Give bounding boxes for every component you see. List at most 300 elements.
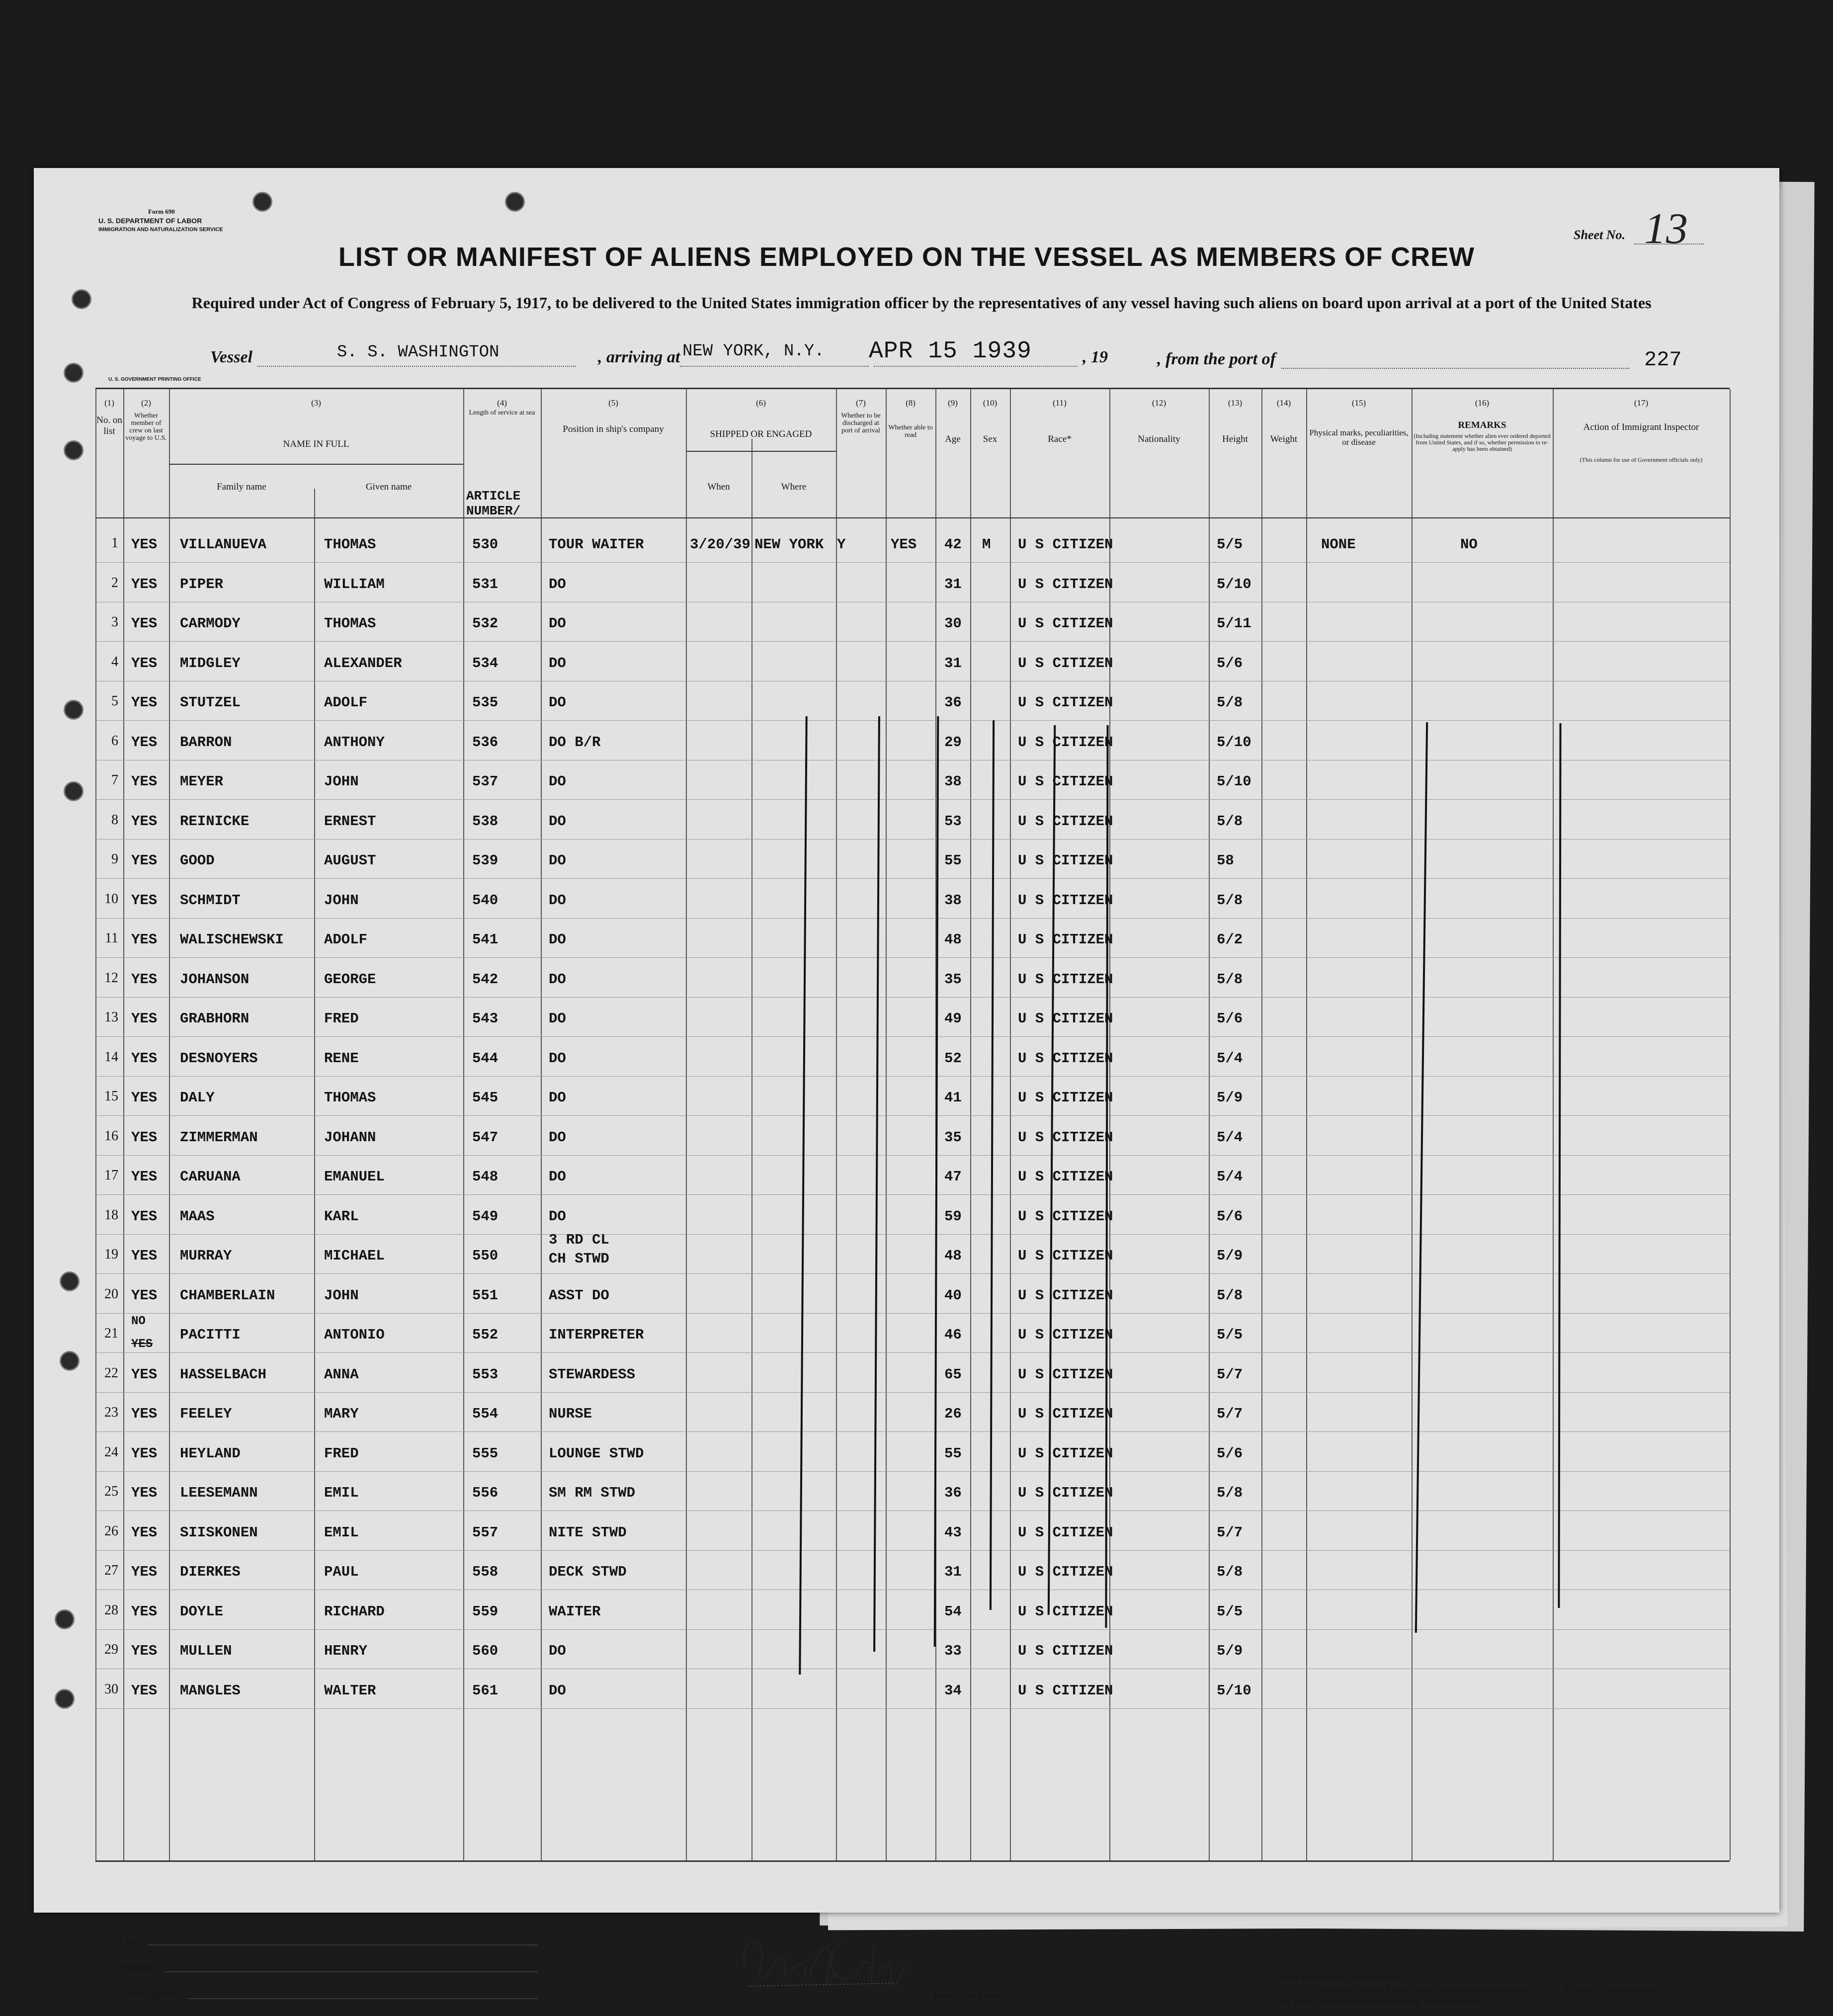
header-no-on-list: No. on list [96, 415, 122, 436]
family-name-cell: CARUANA [180, 1169, 241, 1185]
article-number-cell: 549 [472, 1208, 499, 1225]
height-cell: 6/2 [1217, 931, 1243, 948]
column-number: (12) [1152, 398, 1166, 408]
nationality-cell: U S CITIZEN [1018, 1682, 1113, 1699]
article-number-cell: 553 [472, 1366, 499, 1383]
last-voyage-cell: YES [131, 1050, 158, 1067]
column-rule [1010, 389, 1011, 1860]
remarks-cell: NO [1460, 536, 1478, 553]
article-number-cell: 560 [472, 1643, 499, 1659]
list-number-cell: 10 [104, 891, 118, 907]
row-rule [95, 1115, 1730, 1116]
nationality-cell: U S CITIZEN [1018, 1010, 1113, 1027]
header-rule [169, 464, 463, 465]
position-cell: WAITER [549, 1603, 601, 1620]
header-rule [686, 451, 836, 452]
last-voyage-cell: YES [131, 1010, 158, 1027]
nationality-cell: U S CITIZEN [1018, 1327, 1113, 1343]
position-cell: DO [549, 813, 566, 830]
ditto-line [1415, 722, 1428, 1633]
nationality-cell: U S CITIZEN [1018, 1406, 1113, 1422]
header-where: Where [781, 482, 807, 492]
arriving-line [680, 366, 869, 367]
height-cell: 5/10 [1217, 734, 1251, 751]
article-number-stamp: ARTICLE NUMBER/ [466, 489, 521, 518]
list-number-cell: 29 [104, 1642, 118, 1657]
last-voyage-cell: YES [131, 931, 158, 948]
column-rule [95, 389, 96, 1860]
punch-hole [55, 1609, 75, 1629]
nationality-cell: U S CITIZEN [1018, 931, 1113, 948]
row-rule [95, 1076, 1730, 1077]
last-voyage-cell: YES [131, 1208, 158, 1225]
list-number-cell: 4 [111, 654, 118, 670]
position-cell: ASST DO [549, 1287, 609, 1304]
article-number-cell: 554 [472, 1406, 499, 1422]
age-cell: 26 [944, 1406, 962, 1422]
last-voyage-cell: YES [131, 536, 158, 553]
article-number-cell: 556 [472, 1485, 499, 1501]
column-rule [314, 489, 315, 1860]
owners-label: Owners [118, 1960, 153, 1973]
height-cell: 5/10 [1217, 773, 1251, 790]
nationality-cell: U S CITIZEN [1018, 971, 1113, 988]
age-cell: 31 [944, 655, 962, 672]
height-cell: 5/8 [1217, 1287, 1243, 1304]
list-number-cell: 24 [104, 1444, 118, 1460]
given-name-cell: THOMAS [324, 1090, 376, 1106]
nationality-cell: U S CITIZEN [1018, 1169, 1113, 1185]
nationality-cell: U S CITIZEN [1018, 694, 1113, 711]
punch-hole [64, 440, 83, 460]
department-name: U. S. DEPARTMENT OF LABOR [98, 217, 202, 225]
given-name-cell: ALEXANDER [324, 655, 402, 672]
given-name-cell: PAUL [324, 1564, 359, 1580]
given-name-cell: ANNA [324, 1366, 359, 1383]
family-name-cell: SCHMIDT [180, 892, 241, 909]
given-name-cell: JOHN [324, 1287, 359, 1304]
shipped-where-cell: NEW YORK [754, 536, 824, 553]
column-number: (9) [948, 398, 958, 408]
given-name-cell: GEORGE [324, 971, 376, 988]
list-number-cell: 12 [104, 970, 118, 986]
family-name-cell: BARRON [180, 734, 232, 751]
height-cell: 5/4 [1217, 1129, 1243, 1146]
age-cell: 48 [944, 1248, 962, 1264]
position-cell: DO [549, 1129, 566, 1146]
article-number-cell: 558 [472, 1564, 499, 1580]
last-voyage-cell: YES [131, 1445, 158, 1462]
vessel-name: S. S. WASHINGTON [337, 343, 500, 362]
row-rule [95, 562, 1730, 563]
nationality-cell: U S CITIZEN [1018, 1564, 1113, 1580]
header-remarks-note: (Including statement whether alien ever ordered deported from United States, and if so, whether permission to re-apply has been obtained) [1414, 432, 1551, 452]
nationality-cell: U S CITIZEN [1018, 852, 1113, 869]
position-cell: TOUR WAITER [549, 536, 644, 553]
list-number-cell: 5 [111, 693, 118, 709]
service-name: IMMIGRATION AND NATURALIZATION SERVICE [98, 227, 223, 233]
header-inspector-action: Action of Immigrant Inspector [1583, 422, 1699, 432]
position-cell: DO [549, 694, 566, 711]
header-able-to-read: Whether able to read [888, 424, 933, 439]
age-cell: 49 [944, 1010, 962, 1027]
from-port-line [1281, 368, 1629, 369]
vessel-label: Vessel [210, 348, 252, 366]
list-number-cell: 11 [105, 930, 118, 946]
column-number: (8) [906, 398, 916, 408]
header-race: Race* [1048, 434, 1072, 444]
height-cell: 5/8 [1217, 1564, 1243, 1580]
list-number-cell: 19 [104, 1247, 118, 1262]
height-cell: 5/11 [1217, 615, 1251, 632]
column-number: (13) [1228, 398, 1243, 408]
last-voyage-cell: YES [131, 655, 158, 672]
article-number-cell: 557 [472, 1524, 499, 1541]
given-name-cell: EMIL [324, 1485, 359, 1501]
column-number: (11) [1053, 398, 1067, 408]
position-cell: DO B/R [549, 734, 601, 751]
header-last-voyage: Whether member of crew on last voyage to U.S. [125, 412, 167, 442]
height-cell: 5/9 [1217, 1248, 1243, 1264]
nationality-cell: U S CITIZEN [1018, 1643, 1113, 1659]
nationality-cell: U S CITIZEN [1018, 1129, 1113, 1146]
column-number: (10) [983, 398, 998, 408]
height-cell: 5/7 [1217, 1406, 1243, 1422]
column-number: (17) [1634, 398, 1649, 408]
column-rule [169, 389, 170, 1860]
list-number-cell: 27 [104, 1563, 118, 1578]
last-voyage-cell: YES [131, 813, 158, 830]
list-number-cell: 20 [104, 1286, 118, 1302]
position-cell: NURSE [549, 1406, 592, 1422]
struck-last-voyage-cell: YES [131, 1338, 153, 1351]
position-cell: DO [549, 1169, 566, 1185]
header-family-name: Family name [217, 482, 266, 492]
column-number: (16) [1475, 398, 1490, 408]
family-name-cell: GOOD [180, 852, 215, 869]
given-name-cell: WALTER [324, 1682, 376, 1699]
nationality-cell: U S CITIZEN [1018, 1208, 1113, 1225]
age-cell: 36 [944, 1485, 962, 1501]
sheet-number: 13 [1644, 205, 1688, 253]
header-remarks: REMARKS [1458, 420, 1506, 430]
nationality-cell: U S CITIZEN [1018, 1287, 1113, 1304]
ditto-line [934, 716, 939, 1647]
nationality-cell: U S CITIZEN [1018, 1445, 1113, 1462]
last-voyage-cell: YES [131, 615, 158, 632]
row-rule [95, 878, 1730, 879]
article-number-cell: 550 [472, 1248, 499, 1264]
row-rule [95, 1431, 1730, 1432]
position-cell: DO [549, 1682, 566, 1699]
sex-cell: M [982, 536, 991, 553]
last-voyage-cell: NO [131, 1315, 146, 1328]
article-number-cell: 530 [472, 536, 499, 553]
given-name-cell: MICHAEL [324, 1248, 385, 1264]
article-number-cell: 548 [472, 1169, 499, 1185]
nationality-cell: U S CITIZEN [1018, 1603, 1113, 1620]
row-rule [95, 1155, 1730, 1156]
discharged-cell: Y [837, 536, 846, 553]
given-name-cell: WILLIAM [324, 576, 385, 592]
header-sex: Sex [983, 434, 998, 444]
ditto-line [799, 716, 807, 1675]
line-underline [149, 1944, 537, 1945]
list-number-cell: 1 [111, 535, 118, 551]
age-cell: 38 [944, 773, 962, 790]
local-agents-label: Local Agents [118, 1987, 176, 2000]
list-number-cell: 16 [104, 1128, 118, 1144]
list-number-cell: 17 [104, 1168, 118, 1183]
row-rule [95, 957, 1730, 958]
from-port-label: , from the port of [1157, 350, 1276, 368]
position-cell: SM RM STWD [549, 1485, 636, 1501]
position-cell: 3 RD CL [549, 1232, 609, 1248]
punch-hole [505, 192, 525, 212]
ditto-line [873, 716, 880, 1652]
height-cell: 5/10 [1217, 1682, 1251, 1699]
article-number-cell: 536 [472, 734, 499, 751]
given-name-cell: ADOLF [324, 931, 368, 948]
article-number-cell: 552 [472, 1327, 499, 1343]
family-name-cell: PACITTI [180, 1327, 241, 1343]
last-voyage-cell: YES [131, 1564, 158, 1580]
last-voyage-cell: YES [131, 1090, 158, 1106]
nationality-cell: U S CITIZEN [1018, 576, 1113, 592]
last-voyage-cell: YES [131, 1406, 158, 1422]
height-cell: 5/6 [1217, 1208, 1243, 1225]
age-cell: 52 [944, 1050, 962, 1067]
article-number-cell: 538 [472, 813, 499, 830]
nationality-cell: U S CITIZEN [1018, 1248, 1113, 1264]
article-number-cell: 544 [472, 1050, 499, 1067]
column-rule [463, 389, 464, 1860]
column-rule [1261, 389, 1262, 1860]
fine-note: NOTE.—Failure to furnish full or correct information in columns (3), (5), (6), and (7) is punishable by a fine of ten dollars for each alien. See other side. [1281, 1985, 1658, 2007]
article-number-cell: 545 [472, 1090, 499, 1106]
given-name-cell: RICHARD [324, 1603, 385, 1620]
able-to-read-cell: YES [891, 536, 917, 553]
last-voyage-cell: YES [131, 892, 158, 909]
age-cell: 31 [944, 1564, 962, 1580]
header-physical-marks: Physical marks, peculiarities, or disease [1309, 428, 1409, 447]
height-cell: 5/5 [1217, 536, 1243, 553]
family-name-cell: DESNOYERS [180, 1050, 258, 1067]
sheet-number-label: Sheet No. [1574, 228, 1625, 242]
age-cell: 53 [944, 813, 962, 830]
age-cell: 55 [944, 1445, 962, 1462]
row-rule [95, 1352, 1730, 1353]
form-number: Form 690 [148, 208, 175, 215]
position-cell: DO [549, 1010, 566, 1027]
nationality-cell: U S CITIZEN [1018, 1050, 1113, 1067]
age-cell: 43 [944, 1524, 962, 1541]
column-rule [1553, 389, 1554, 1860]
height-cell: 5/7 [1217, 1524, 1243, 1541]
list-number-cell: 22 [104, 1365, 118, 1381]
last-voyage-cell: YES [131, 773, 158, 790]
shipped-when-cell: 3/20/39 [690, 536, 750, 553]
given-name-cell: EMIL [324, 1524, 359, 1541]
punch-hole [55, 1689, 75, 1709]
age-cell: 29 [944, 734, 962, 751]
age-cell: 55 [944, 852, 962, 869]
nationality-cell: U S CITIZEN [1018, 615, 1113, 632]
age-cell: 30 [944, 615, 962, 632]
height-cell: 5/6 [1217, 1010, 1243, 1027]
last-voyage-cell: YES [131, 694, 158, 711]
list-number-cell: 8 [111, 812, 118, 828]
last-voyage-cell: YES [131, 1129, 158, 1146]
family-name-cell: ZIMMERMAN [180, 1129, 258, 1146]
position-cell: DO [549, 971, 566, 988]
column-rule [1306, 389, 1307, 1860]
given-name-cell: ANTONIO [324, 1327, 385, 1343]
last-voyage-cell: YES [131, 1169, 158, 1185]
height-cell: 5/8 [1217, 1485, 1243, 1501]
given-name-cell: FRED [324, 1445, 359, 1462]
header-discharged: Whether to be discharged at port of arrival [841, 412, 881, 434]
row-rule [95, 799, 1730, 800]
position-cell: STEWARDESS [549, 1366, 636, 1383]
position-cell: DECK STWD [549, 1564, 627, 1580]
position-cell: DO [549, 1090, 566, 1106]
family-name-cell: WALISCHEWSKI [180, 931, 284, 948]
given-name-cell: ADOLF [324, 694, 368, 711]
row-rule [95, 1708, 1730, 1709]
height-cell: 5/5 [1217, 1603, 1243, 1620]
list-number-cell: 25 [104, 1484, 118, 1499]
nationality-cell: U S CITIZEN [1018, 892, 1113, 909]
article-number-cell: 541 [472, 931, 499, 948]
row-rule [95, 1194, 1730, 1195]
list-number-cell: 21 [104, 1326, 118, 1341]
family-name-cell: HASSELBACH [180, 1366, 267, 1383]
column-rule [1730, 389, 1731, 1860]
header-given-name: Given name [365, 482, 412, 492]
position-cell: DO [549, 655, 566, 672]
nationality-cell: U S CITIZEN [1018, 655, 1113, 672]
article-number-cell: 547 [472, 1129, 499, 1146]
position-cell: NITE STWD [549, 1524, 627, 1541]
row-rule [95, 1234, 1730, 1235]
article-number-cell: 555 [472, 1445, 499, 1462]
column-number: (2) [141, 398, 151, 408]
last-voyage-cell: YES [131, 1287, 158, 1304]
given-name-cell: ERNEST [324, 813, 376, 830]
position-cell: INTERPRETER [549, 1327, 644, 1343]
height-cell: 5/9 [1217, 1090, 1243, 1106]
column-number: (4) [497, 398, 507, 408]
nationality-cell: U S CITIZEN [1018, 1366, 1113, 1383]
age-cell: 59 [944, 1208, 962, 1225]
header-length-of-service: Length of service at sea [469, 409, 535, 417]
ditto-line [1558, 723, 1561, 1608]
position-cell: DO [549, 773, 566, 790]
given-name-cell: AUGUST [324, 852, 376, 869]
row-rule [95, 1550, 1730, 1551]
height-cell: 5/6 [1217, 655, 1243, 672]
given-name-cell: FRED [324, 1010, 359, 1027]
family-name-cell: MURRAY [180, 1248, 232, 1264]
list-number-cell: 28 [104, 1602, 118, 1618]
list-number-cell: 14 [104, 1049, 118, 1065]
punch-hole [252, 192, 272, 212]
column-rule [123, 389, 124, 1860]
row-rule [95, 1036, 1730, 1037]
header-position: Position in ship's company [563, 424, 664, 434]
family-name-cell: DALY [180, 1090, 215, 1106]
height-cell: 5/8 [1217, 892, 1243, 909]
given-name-cell: MARY [324, 1406, 359, 1422]
inspector-signature [735, 1928, 914, 1992]
owners-underline [164, 1971, 537, 1972]
position-cell: DO [549, 615, 566, 632]
list-number-cell: 7 [111, 772, 118, 788]
header-when: When [707, 482, 730, 492]
last-voyage-cell: YES [131, 971, 158, 988]
last-voyage-cell: YES [131, 734, 158, 751]
list-number-cell: 18 [104, 1207, 118, 1223]
height-cell: 5/8 [1217, 971, 1243, 988]
inspector-label: Immigrant Inspector. [933, 1990, 1017, 2001]
position-cell: DO [549, 852, 566, 869]
age-cell: 36 [944, 694, 962, 711]
article-number-cell: 532 [472, 615, 499, 632]
column-rule [541, 389, 542, 1860]
height-cell: 5/9 [1217, 1643, 1243, 1659]
row-rule [95, 1471, 1730, 1472]
height-cell: 58 [1217, 852, 1234, 869]
line-label: Line [118, 1933, 138, 1946]
punch-hole [64, 363, 83, 383]
column-rule [686, 389, 687, 1860]
family-name-cell: MAAS [180, 1208, 215, 1225]
family-name-cell: CARMODY [180, 615, 241, 632]
family-name-cell: MANGLES [180, 1682, 241, 1699]
list-number-cell: 15 [104, 1089, 118, 1104]
height-cell: 5/8 [1217, 813, 1243, 830]
age-cell: 35 [944, 1129, 962, 1146]
position-cell: DO [549, 931, 566, 948]
arrival-date-stamp: APR 15 1939 [869, 338, 1032, 365]
races-note: *See list of races on back hereof. [1281, 1973, 1407, 1983]
age-cell: 65 [944, 1366, 962, 1383]
family-name-cell: SIISKONEN [180, 1524, 258, 1541]
row-rule [95, 997, 1730, 998]
header-shipped-or-engaged: SHIPPED OR ENGAGED [710, 429, 812, 439]
row-rule [95, 1273, 1730, 1274]
age-cell: 54 [944, 1603, 962, 1620]
last-voyage-cell: YES [131, 1643, 158, 1659]
column-number: (15) [1351, 398, 1366, 408]
age-cell: 46 [944, 1327, 962, 1343]
height-cell: 5/6 [1217, 1445, 1243, 1462]
nationality-cell: U S CITIZEN [1018, 1485, 1113, 1501]
given-name-cell: THOMAS [324, 536, 376, 553]
position-cell: DO [549, 1050, 566, 1067]
height-cell: 5/4 [1217, 1169, 1243, 1185]
nationality-cell: U S CITIZEN [1018, 773, 1113, 790]
age-cell: 38 [944, 892, 962, 909]
arriving-label: , arriving at [598, 348, 680, 366]
position-cell: DO [549, 1208, 566, 1225]
last-voyage-cell: YES [131, 576, 158, 592]
column-rule [751, 439, 752, 1860]
date-line [874, 366, 1078, 367]
age-cell: 33 [944, 1643, 962, 1659]
list-number-cell: 30 [104, 1681, 118, 1697]
